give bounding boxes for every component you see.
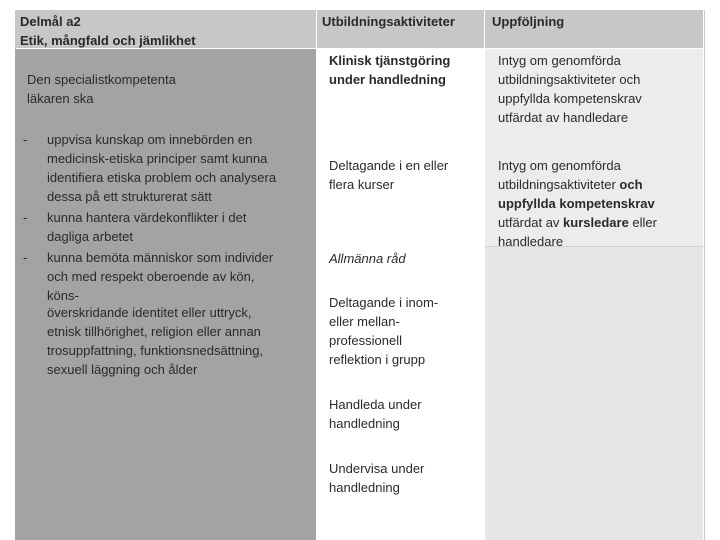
goal-item-3-line-1: kunna bemöta människor som individer xyxy=(47,250,274,265)
goal-item-1-line-1: uppvisa kunskap om innebörden en xyxy=(47,132,253,147)
followup-2-line-2 xyxy=(498,175,643,194)
bullet-marker: - xyxy=(23,132,28,147)
followup-2-line-5: handledare xyxy=(498,234,564,249)
goal-title: Delmål a2 xyxy=(20,14,81,29)
followup-1-line-4: utfärdat av handledare xyxy=(498,110,629,125)
followup-header: Uppföljning xyxy=(492,14,565,29)
followup-1-line-1: Intyg om genomförda xyxy=(498,53,621,68)
bullet-marker: - xyxy=(23,250,28,265)
activity-3-line-4: reflektion i grupp xyxy=(329,352,426,367)
goal-item-3-line-6: trosuppfattning, funktionsnedsättning, xyxy=(47,343,264,358)
followup-1-line-2: utbildningsaktiviteter och xyxy=(498,72,641,87)
activity-3-line-1: Deltagande i inom- xyxy=(329,295,439,310)
followup-2-line-2-plain: utbildningsaktiviteter xyxy=(498,177,620,192)
activity-5-line-1: Undervisa under xyxy=(329,461,425,476)
followup-2-line-4 xyxy=(498,213,657,232)
goal-item-1-line-2: medicinsk-etiska principer samt kunna xyxy=(47,151,268,166)
goal-item-3-line-5: etnisk tillhörighet, religion eller annan xyxy=(47,324,261,339)
activity-2-line-2: flera kurser xyxy=(329,177,395,192)
intro-line-2: läkaren ska xyxy=(27,91,94,106)
activity-5-line-2: handledning xyxy=(329,480,400,495)
activity-1-line-1: Klinisk tjänstgöring xyxy=(329,53,451,68)
activities-header: Utbildningsaktiviteter xyxy=(322,14,455,29)
bullet-marker: - xyxy=(23,210,28,225)
followup-cell-2 xyxy=(485,246,703,540)
activity-4-line-2: handledning xyxy=(329,416,400,431)
followup-1-line-3: uppfyllda kompetenskrav xyxy=(498,91,642,106)
followup-2-line-4-bold: kursledare xyxy=(563,215,629,230)
goal-item-3-line-4: överskridande identitet eller uttryck, xyxy=(47,305,252,320)
goal-item-2-line-2: dagliga arbetet xyxy=(47,229,134,244)
goal-item-3-line-2: och med respekt oberoende av kön, xyxy=(47,269,255,284)
goal-item-1-line-4: dessa på ett strukturerat sätt xyxy=(47,189,212,204)
followup-2-line-4-tail: eller xyxy=(628,215,657,230)
intro-line-1: Den specialistkompetenta xyxy=(27,72,176,87)
goal-item-3-line-7: sexuell läggning och ålder xyxy=(47,362,198,377)
followup-2-line-2-bold: och xyxy=(619,177,643,192)
goal-item-1-line-3: identifiera etiska problem och analysera xyxy=(47,170,277,185)
activity-2-line-1: Deltagande i en eller xyxy=(329,158,449,173)
general-advice-heading: Allmänna råd xyxy=(329,251,406,266)
goal-item-3-line-3: köns- xyxy=(47,288,79,303)
activity-3-line-3: professionell xyxy=(329,333,402,348)
goal-subtitle: Etik, mångfald och jämlikhet xyxy=(20,33,196,48)
goal-item-2-line-1: kunna hantera värdekonflikter i det xyxy=(47,210,247,225)
activity-4-line-1: Handleda under xyxy=(329,397,422,412)
followup-2-line-1: Intyg om genomförda xyxy=(498,158,621,173)
followup-2-line-4-plain: utfärdat av xyxy=(498,215,564,230)
activity-1-line-2: under handledning xyxy=(329,72,446,87)
followup-2-line-3: uppfyllda kompetenskrav xyxy=(498,196,655,211)
activity-3-line-2: eller mellan- xyxy=(329,314,400,329)
